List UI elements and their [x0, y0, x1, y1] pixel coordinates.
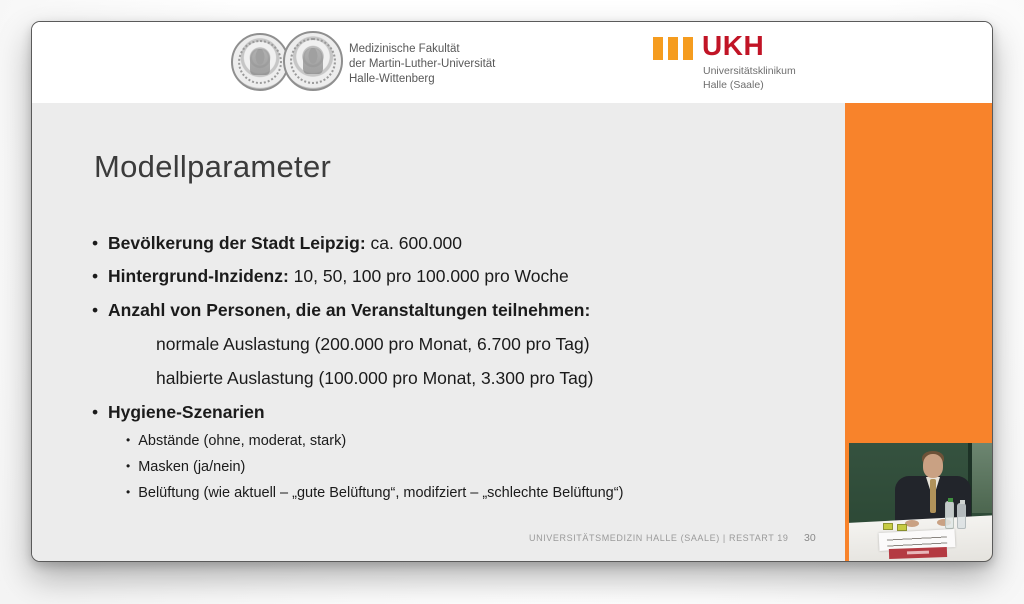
bullet-strong-text: Hintergrund-Inzidenz: [108, 266, 289, 286]
slide-body [32, 103, 992, 562]
slide-canvas [32, 103, 845, 562]
table-item [883, 523, 893, 530]
bullet-marker: • [126, 459, 131, 473]
water-bottle [957, 503, 966, 529]
ukh-subtitle-line-1: Universitätsklinikum [703, 65, 796, 77]
list-item: normale Auslastung (200.000 pro Monat, 6.700 pro Tag) [156, 334, 590, 354]
slide-footer-text: UNIVERSITÄTSMEDIZIN HALLE (SAALE) | RESTART 19 [529, 533, 789, 543]
list-item [92, 485, 623, 501]
list-item [92, 266, 569, 287]
bullet-rest-text: 10, 50, 100 pro 100.000 pro Woche [288, 266, 569, 286]
slide-page-number: 30 [804, 532, 816, 544]
water-bottle [945, 501, 954, 529]
bullet-marker: • [126, 485, 131, 499]
list-item [92, 233, 462, 254]
chalkboard-edge-light [970, 443, 992, 513]
list-item [92, 402, 265, 423]
bullet-text: Belüftung (wie aktuell – „gute Belüftung“, modifziert – „schlechte Belüftung“) [138, 485, 624, 501]
bullet-strong-text: Hygiene-Szenarien [108, 402, 265, 422]
faculty-name [349, 42, 495, 87]
bullet-strong-text: Anzahl von Personen, die an Veranstaltungen teilnehmen: [108, 300, 591, 320]
list-item [92, 459, 245, 475]
bullet-marker: • [92, 233, 99, 253]
bullet-marker: • [126, 433, 131, 447]
bullet-marker: • [92, 300, 99, 320]
speaker-video-thumbnail[interactable] [849, 443, 992, 561]
ukh-abbreviation: UKH [702, 30, 765, 61]
faculty-line-2: der Martin-Luther-Universität [349, 58, 496, 70]
speaker-hand [905, 520, 919, 527]
ukh-bars-icon [653, 37, 693, 60]
speaker-tie [930, 479, 936, 513]
bullet-strong-text: Bevölkerung der Stadt Leipzig: [108, 233, 366, 253]
faculty-line-3: Halle-Wittenberg [349, 73, 435, 85]
presentation-window [31, 21, 993, 562]
bullet-marker: • [92, 266, 99, 286]
ukh-subtitle [703, 65, 796, 92]
ukh-subtitle-line-2: Halle (Saale) [703, 78, 764, 91]
bullet-rest-text: ca. 600.000 [365, 233, 463, 253]
faculty-line-1: Medizinische Fakultät [349, 43, 460, 55]
list-item [92, 433, 346, 449]
name-plate [889, 547, 947, 559]
bullet-marker: • [92, 402, 99, 422]
list-item: halbierte Auslastung (100.000 pro Monat, 3.300 pro Tag) [156, 368, 594, 388]
speaker-face [923, 454, 943, 478]
table-item [897, 524, 907, 531]
list-item [92, 300, 590, 321]
bullet-text: Masken (ja/nein) [138, 459, 246, 475]
page-title: Modellparameter [94, 149, 332, 184]
university-seal-icon [283, 31, 343, 91]
university-seal-icon [231, 33, 289, 91]
bullet-text: Abstände (ohne, moderat, stark) [138, 433, 347, 449]
slide-header [32, 22, 992, 103]
